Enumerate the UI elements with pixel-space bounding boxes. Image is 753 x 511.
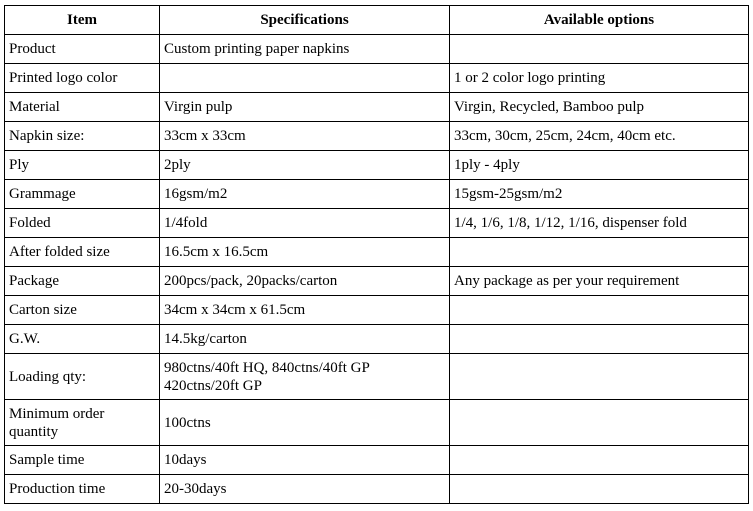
row-item: Package bbox=[5, 267, 160, 296]
row-spec bbox=[160, 64, 450, 93]
row-spec: 33cm x 33cm bbox=[160, 122, 450, 151]
row-item: Printed logo color bbox=[5, 64, 160, 93]
table-row bbox=[5, 296, 749, 325]
table-row bbox=[5, 35, 749, 64]
row-spec: 20-30days bbox=[160, 475, 450, 504]
table-row bbox=[5, 93, 749, 122]
row-spec: 10days bbox=[160, 446, 450, 475]
spec-line: 420ctns/20ft GP bbox=[164, 377, 262, 394]
table-header-row bbox=[5, 6, 749, 35]
row-options bbox=[450, 446, 749, 475]
row-spec: Virgin pulp bbox=[160, 93, 450, 122]
header-item: Item bbox=[5, 6, 160, 35]
row-item: Loading qty: bbox=[5, 354, 160, 400]
item-line: quantity bbox=[9, 423, 59, 440]
row-item: Grammage bbox=[5, 180, 160, 209]
row-spec: 2ply bbox=[160, 151, 450, 180]
table-row bbox=[5, 209, 749, 238]
table-row bbox=[5, 122, 749, 151]
row-item bbox=[5, 400, 160, 446]
row-item: Product bbox=[5, 35, 160, 64]
row-options bbox=[450, 325, 749, 354]
specifications-table bbox=[4, 5, 749, 504]
row-item: Folded bbox=[5, 209, 160, 238]
row-options bbox=[450, 354, 749, 400]
row-spec: 1/4fold bbox=[160, 209, 450, 238]
header-specifications: Specifications bbox=[160, 6, 450, 35]
row-spec: 34cm x 34cm x 61.5cm bbox=[160, 296, 450, 325]
table-row bbox=[5, 151, 749, 180]
table-row bbox=[5, 238, 749, 267]
row-options bbox=[450, 296, 749, 325]
row-spec: 200pcs/pack, 20packs/carton bbox=[160, 267, 450, 296]
row-options bbox=[450, 475, 749, 504]
row-spec: 16gsm/m2 bbox=[160, 180, 450, 209]
row-options bbox=[450, 400, 749, 446]
row-options: 1/4, 1/6, 1/8, 1/12, 1/16, dispenser fold bbox=[450, 209, 749, 238]
row-spec: Custom printing paper napkins bbox=[160, 35, 450, 64]
row-spec: 16.5cm x 16.5cm bbox=[160, 238, 450, 267]
row-options: 1 or 2 color logo printing bbox=[450, 64, 749, 93]
row-item: Production time bbox=[5, 475, 160, 504]
row-options: 1ply - 4ply bbox=[450, 151, 749, 180]
table-row bbox=[5, 475, 749, 504]
table-row bbox=[5, 354, 749, 400]
row-item: After folded size bbox=[5, 238, 160, 267]
table-row bbox=[5, 400, 749, 446]
row-options bbox=[450, 35, 749, 64]
row-item: Material bbox=[5, 93, 160, 122]
spec-line: 980ctns/40ft HQ, 840ctns/40ft GP bbox=[164, 359, 370, 376]
row-item: Carton size bbox=[5, 296, 160, 325]
table-row bbox=[5, 180, 749, 209]
item-line: Minimum order bbox=[9, 405, 105, 422]
table-row bbox=[5, 325, 749, 354]
row-item: Sample time bbox=[5, 446, 160, 475]
row-spec: 100ctns bbox=[160, 400, 450, 446]
table-row bbox=[5, 64, 749, 93]
row-spec: 14.5kg/carton bbox=[160, 325, 450, 354]
row-options: 15gsm-25gsm/m2 bbox=[450, 180, 749, 209]
header-available-options: Available options bbox=[450, 6, 749, 35]
table-row bbox=[5, 267, 749, 296]
row-options bbox=[450, 238, 749, 267]
row-item: Napkin size: bbox=[5, 122, 160, 151]
row-spec bbox=[160, 354, 450, 400]
row-options: Any package as per your requirement bbox=[450, 267, 749, 296]
row-item: Ply bbox=[5, 151, 160, 180]
table-row bbox=[5, 446, 749, 475]
row-item: G.W. bbox=[5, 325, 160, 354]
row-options: 33cm, 30cm, 25cm, 24cm, 40cm etc. bbox=[450, 122, 749, 151]
row-options: Virgin, Recycled, Bamboo pulp bbox=[450, 93, 749, 122]
